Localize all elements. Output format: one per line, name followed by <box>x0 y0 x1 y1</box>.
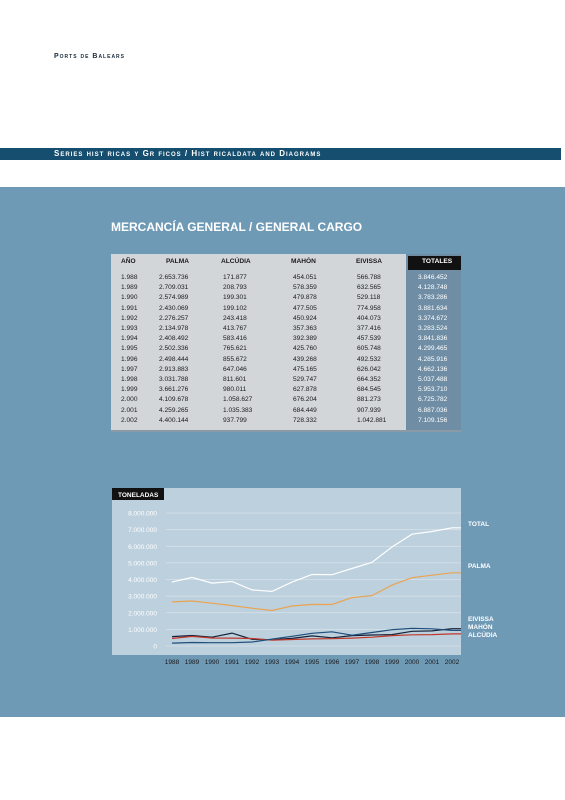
x-tick-label: 1989 <box>184 659 200 666</box>
cell-palma: 2.430.069 <box>159 304 189 312</box>
column-header-totales: TOTALES <box>422 258 453 265</box>
cell-eivissa: 457.539 <box>357 335 381 343</box>
x-tick-label: 2002 <box>444 659 460 666</box>
cell-mahon: 578.359 <box>293 284 317 292</box>
y-axis-label: TONELADAS <box>118 492 159 499</box>
cell-mahon: 357.363 <box>293 325 317 332</box>
cell-totales: 7.109.156 <box>418 416 448 424</box>
cell-totales: 4.285.916 <box>418 355 448 363</box>
cell-mahon: 439.268 <box>293 355 317 363</box>
cell-alcudia: 171.877 <box>223 274 247 281</box>
cell-totales: 3.374.672 <box>418 314 448 322</box>
section-title: Series hist ricas y Gr ficos / Hist ricaldata and Diagrams <box>54 149 322 158</box>
series-label: PALMA <box>468 563 491 570</box>
cell-palma: 3.661.276 <box>159 386 189 394</box>
cell-alcudia: 199.102 <box>223 304 247 312</box>
cell-palma: 2.913.883 <box>159 365 189 373</box>
x-axis-ticks <box>165 659 460 666</box>
x-tick-label: 1990 <box>204 659 220 666</box>
cell-alcudia: 199.301 <box>223 294 247 302</box>
cell-palma: 2.653.736 <box>159 274 189 281</box>
series-label: TOTAL <box>468 521 490 528</box>
cell-totales: 5.953.710 <box>418 386 448 394</box>
x-tick-label: 1999 <box>384 659 400 666</box>
series-label: ALCÚDIA <box>468 632 498 639</box>
cell-year: 1.989 <box>121 284 138 292</box>
cell-eivissa: 626.042 <box>357 365 381 373</box>
y-axis-ticks <box>128 511 157 651</box>
series-label: EIVISSA <box>468 616 494 623</box>
cell-mahon: 475.165 <box>293 365 317 373</box>
cell-eivissa: 492.532 <box>357 355 381 363</box>
series-label: MAHÓN <box>468 624 493 631</box>
chart-series-labels <box>468 521 498 639</box>
cell-palma: 4.259.265 <box>159 406 189 414</box>
y-tick-label: 7.000.000 <box>128 527 157 535</box>
cell-eivissa: 605.748 <box>357 345 381 353</box>
x-tick-label: 1997 <box>344 659 360 666</box>
cell-year: 2.000 <box>121 396 138 404</box>
cell-year: 1.994 <box>121 335 138 343</box>
column-header-year: AÑO <box>121 258 136 265</box>
cell-palma: 2.276.257 <box>159 314 189 322</box>
cell-year: 2.001 <box>121 406 138 414</box>
y-tick-label: 3.000.000 <box>128 593 157 601</box>
cell-totales: 3.283.524 <box>418 325 448 332</box>
cell-totales: 3.841.836 <box>418 335 448 343</box>
cell-eivissa: 881.273 <box>357 396 381 404</box>
y-tick-label: 8.000.000 <box>128 510 157 518</box>
cell-year: 1.988 <box>121 274 138 281</box>
cell-year: 1.995 <box>121 345 138 353</box>
cell-totales: 4.662.136 <box>418 365 448 373</box>
cell-palma: 4.109.678 <box>159 396 189 404</box>
cell-palma: 2.134.978 <box>159 325 189 332</box>
cell-alcudia: 413.767 <box>223 325 247 332</box>
cell-alcudia: 208.793 <box>223 284 247 292</box>
cell-mahon: 479.878 <box>293 294 317 302</box>
y-tick-label: 5.000.000 <box>128 560 157 568</box>
cell-eivissa: 664.352 <box>357 376 381 383</box>
cell-alcudia: 855.672 <box>223 355 247 363</box>
x-tick-label: 1994 <box>284 659 300 666</box>
cell-alcudia: 1.058.627 <box>223 396 253 404</box>
cell-eivissa: 529.118 <box>357 294 381 302</box>
cell-alcudia: 583.416 <box>223 335 247 343</box>
cell-palma: 2.502.336 <box>159 345 189 353</box>
cell-eivissa: 566.788 <box>357 274 381 281</box>
cell-totales: 6.887.036 <box>418 406 448 414</box>
cell-mahon: 477.505 <box>293 304 317 312</box>
column-header-mahon: MAHÓN <box>291 258 316 265</box>
cell-year: 1.998 <box>121 376 138 383</box>
x-tick-label: 1992 <box>244 659 260 666</box>
cell-palma: 4.400.144 <box>159 416 189 424</box>
cell-year: 2.002 <box>121 416 138 424</box>
cell-year: 1.997 <box>121 365 138 373</box>
cell-mahon: 392.389 <box>293 335 317 343</box>
cell-mahon: 425.760 <box>293 345 317 353</box>
cell-mahon: 454.051 <box>293 274 317 281</box>
cell-palma: 2.574.989 <box>159 294 189 302</box>
cell-alcudia: 937.799 <box>223 416 247 424</box>
cell-year: 1.991 <box>121 304 138 312</box>
cell-totales: 5.037.488 <box>418 376 448 383</box>
cell-eivissa: 1.042.881 <box>357 416 387 424</box>
cell-totales: 3.783.286 <box>418 294 448 302</box>
header-text: Ports de Balears <box>54 53 126 60</box>
column-header-eivissa: EIVISSA <box>356 258 383 265</box>
y-tick-label: 4.000.000 <box>128 577 157 584</box>
column-header-palma: PALMA <box>166 258 189 265</box>
cell-eivissa: 907.939 <box>357 406 381 414</box>
cell-year: 1.992 <box>121 314 138 322</box>
y-tick-label: 6.000.000 <box>128 543 157 551</box>
cell-year: 1.990 <box>121 294 138 302</box>
x-tick-label: 2000 <box>404 659 420 666</box>
column-header-alcudia: ALCÚDIA <box>221 258 251 265</box>
cell-palma: 3.031.788 <box>159 376 189 383</box>
cell-alcudia: 243.418 <box>223 314 247 322</box>
cell-mahon: 450.924 <box>293 314 317 322</box>
cell-eivissa: 377.416 <box>357 325 381 332</box>
cell-mahon: 627.878 <box>293 386 317 394</box>
cell-mahon: 529.747 <box>293 376 317 383</box>
x-tick-label: 1995 <box>304 659 320 666</box>
x-tick-label: 1998 <box>364 659 380 666</box>
y-tick-label: 0 <box>153 643 157 651</box>
cell-year: 1.999 <box>121 386 138 394</box>
cell-totales: 4.128.748 <box>418 284 448 292</box>
cell-mahon: 684.449 <box>293 406 317 414</box>
cell-eivissa: 684.545 <box>357 386 381 394</box>
y-tick-label: 1.000.000 <box>128 626 157 634</box>
cell-alcudia: 647.046 <box>223 365 247 373</box>
cell-alcudia: 765.621 <box>223 345 247 353</box>
cell-totales: 3.881.634 <box>418 304 448 312</box>
cell-year: 1.996 <box>121 355 138 363</box>
cell-mahon: 676.204 <box>293 396 317 404</box>
y-tick-label: 2.000.000 <box>128 610 157 618</box>
x-tick-label: 2001 <box>424 659 440 666</box>
x-tick-label: 1991 <box>224 659 240 666</box>
cell-eivissa: 632.565 <box>357 284 381 292</box>
cell-alcudia: 811.601 <box>223 376 247 383</box>
cell-eivissa: 404.073 <box>357 314 381 322</box>
cell-palma: 2.408.492 <box>159 335 189 343</box>
x-tick-label: 1996 <box>324 659 340 666</box>
cell-totales: 6.725.782 <box>418 396 448 404</box>
x-tick-label: 1993 <box>264 659 280 666</box>
cell-totales: 3.846.452 <box>418 274 448 281</box>
cell-alcudia: 1.035.383 <box>223 406 253 414</box>
cell-alcudia: 980.011 <box>223 386 247 394</box>
cell-year: 1.993 <box>121 325 138 332</box>
cell-mahon: 728.332 <box>293 416 317 424</box>
panel-title: MERCANCÍA GENERAL / GENERAL CARGO <box>111 220 363 234</box>
cell-eivissa: 774.958 <box>357 304 381 312</box>
x-tick-label: 1988 <box>164 659 180 666</box>
cell-palma: 2.709.031 <box>159 284 189 292</box>
cell-palma: 2.498.444 <box>159 355 189 363</box>
cell-totales: 4.299.465 <box>418 345 448 353</box>
